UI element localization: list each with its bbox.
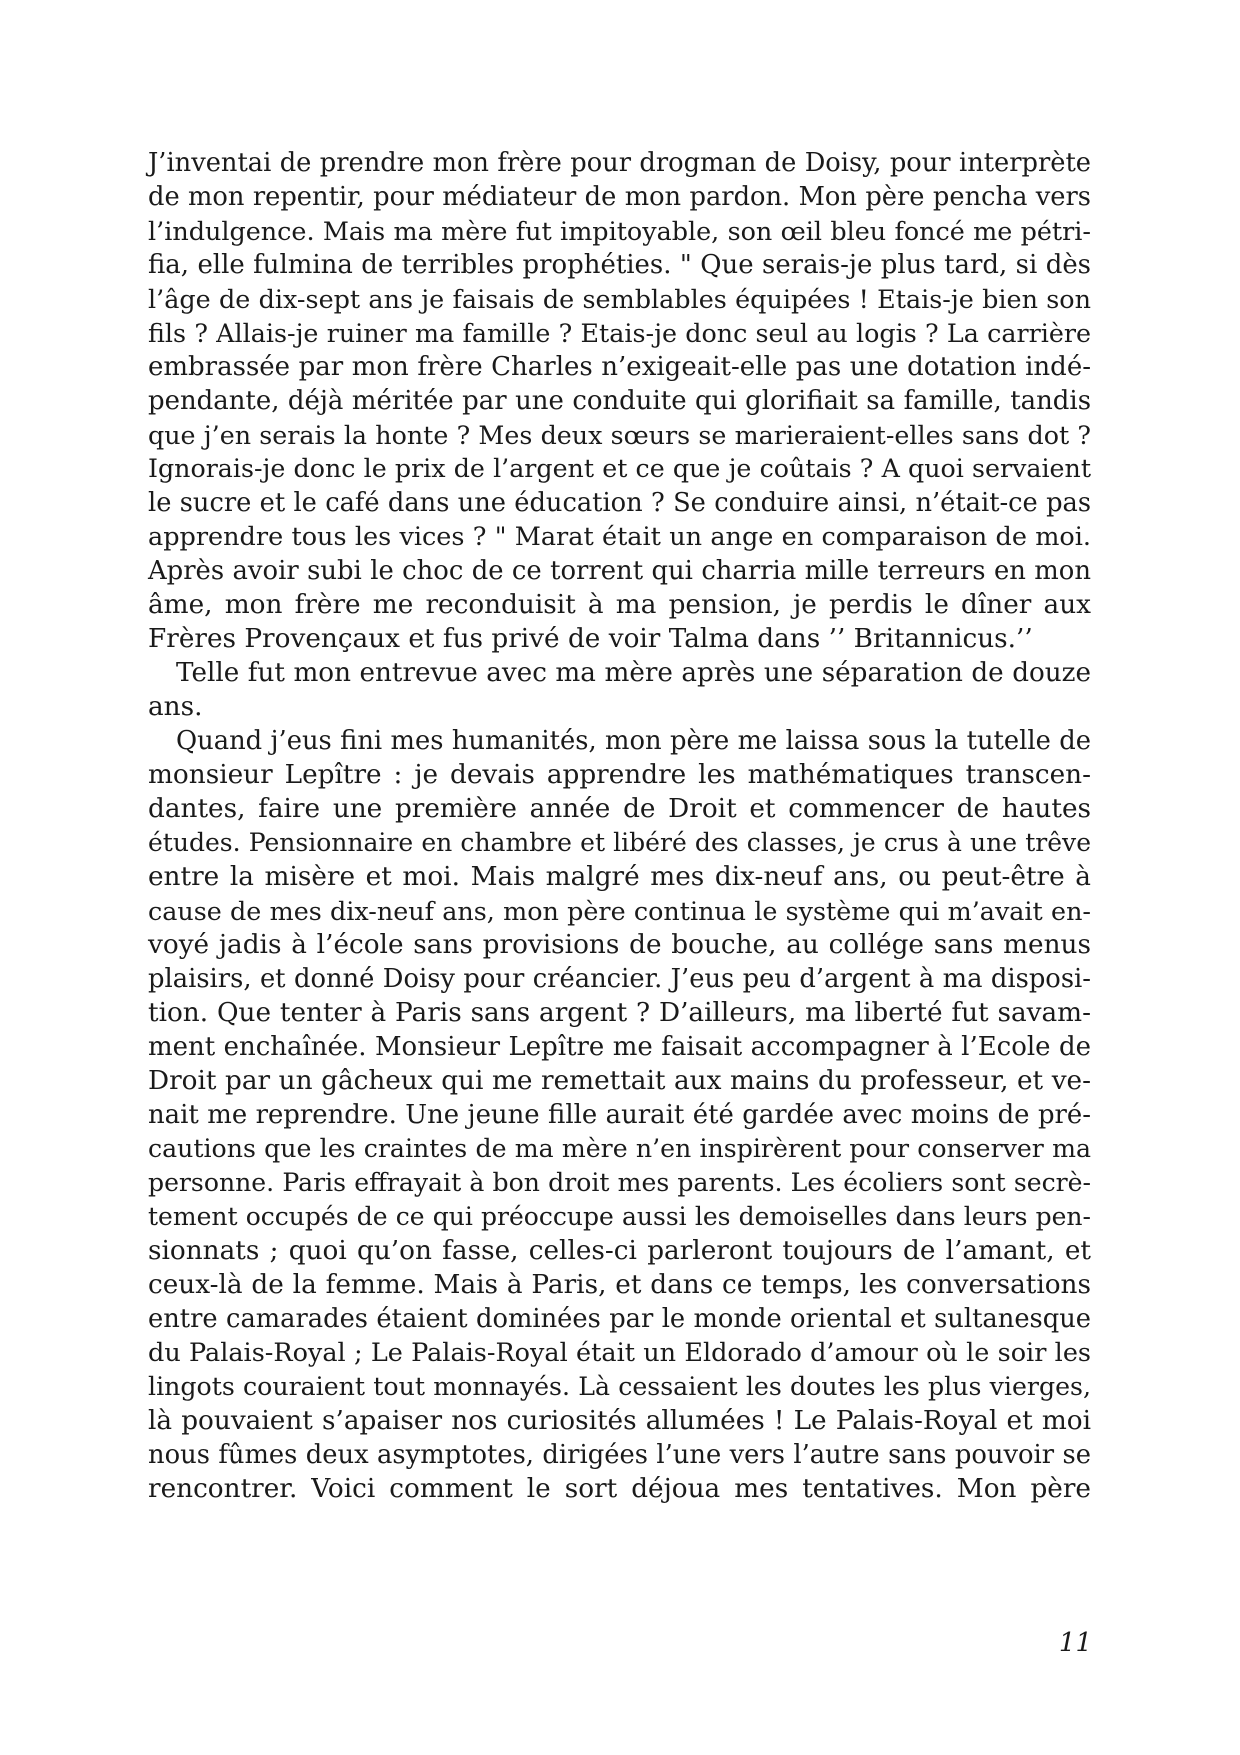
text-line: entre camarades étaient dominées par le monde oriental et sultanesque: [148, 1304, 1091, 1334]
text-line: embrassée par mon frère Charles n’exigeait-elle pas une dotation indé-: [148, 352, 1091, 382]
text-line: fils ? Allais-je ruiner ma famille ? Etais-je donc seul au logis ? La carrière: [148, 318, 1091, 348]
text-line: nous fûmes deux asymptotes, dirigées l’une vers l’autre sans pouvoir se: [148, 1440, 1091, 1470]
text-line: voyé jadis à l’école sans provisions de bouche, au collége sans menus: [148, 930, 1091, 960]
text-line: monsieur Lepître : je devais apprendre les mathématiques transcen-: [148, 760, 1091, 790]
page-number: 11: [1058, 1628, 1092, 1658]
text-line: Ignorais-je donc le prix de l’argent et ce que je coûtais ? A quoi servaient: [148, 454, 1091, 483]
text-line: sionnats ; quoi qu’on fasse, celles-ci parleront toujours de l’amant, et: [148, 1236, 1091, 1266]
text-line: Droit par un gâcheux qui me remettait aux mains du professeur, et ve-: [148, 1066, 1091, 1096]
text-line: Telle fut mon entrevue avec ma mère après une séparation de douze: [176, 658, 1091, 688]
text-line: l’indulgence. Mais ma mère fut impitoyable, son œil bleu foncé me pétri-: [148, 216, 1091, 246]
text-line: fia, elle fulmina de terribles prophéties. " Que serais-je plus tard, si dès: [148, 250, 1091, 280]
text-line: âme, mon frère me reconduisit à ma pension, je perdis le dîner aux: [148, 590, 1091, 620]
text-line: cause de mes dix-neuf ans, mon père continua le système qui m’avait en-: [148, 896, 1091, 926]
text-line: ment enchaînée. Monsieur Lepître me faisait accompagner à l’Ecole de: [148, 1032, 1091, 1062]
text-line: l’âge de dix-sept ans je faisais de semblables équipées ! Etais-je bien son: [148, 284, 1091, 314]
text-line: cautions que les craintes de ma mère n’en inspirèrent pour conserver ma: [148, 1134, 1091, 1163]
text-line: le sucre et le café dans une éducation ? Se conduire ainsi, n’était-ce pas: [148, 488, 1091, 518]
text-line: de mon repentir, pour médiateur de mon pardon. Mon père pencha vers: [148, 182, 1091, 212]
text-line: lingots couraient tout monnayés. Là cessaient les doutes les plus vierges,: [148, 1372, 1091, 1401]
text-line: ans.: [148, 692, 203, 722]
text-line: nait me reprendre. Une jeune fille aurait été gardée avec moins de pré-: [148, 1100, 1091, 1130]
text-line: Après avoir subi le choc de ce torrent qui charria mille terreurs en mon: [148, 556, 1091, 586]
text-line: plaisirs, et donné Doisy pour créancier. J’eus peu d’argent à ma disposi-: [148, 964, 1091, 994]
text-line: personne. Paris effrayait à bon droit mes parents. Les écoliers sont secrè-: [148, 1168, 1091, 1197]
text-line: apprendre tous les vices ? " Marat était un ange en comparaison de moi.: [148, 522, 1091, 552]
text-line: dantes, faire une première année de Droit et commencer de hautes: [148, 794, 1091, 824]
text-line: Frères Provençaux et fus privé de voir Talma dans ’’ Britannicus.’’: [148, 624, 1033, 654]
text-line: études. Pensionnaire en chambre et libéré des classes, je crus à une trêve: [148, 828, 1091, 857]
text-line: entre la misère et moi. Mais malgré mes dix-neuf ans, ou peut-être à: [148, 862, 1091, 892]
text-line: J’inventai de prendre mon frère pour drogman de Doisy, pour interprète: [148, 148, 1091, 178]
text-line: Quand j’eus fini mes humanités, mon père me laissa sous la tutelle de: [176, 726, 1091, 756]
text-line: rencontrer. Voici comment le sort déjoua mes tentatives. Mon père: [148, 1474, 1091, 1504]
text-line: tement occupés de ce qui préoccupe aussi les demoiselles dans leurs pen-: [148, 1202, 1091, 1231]
text-line: pendante, déjà méritée par une conduite qui glorifiait sa famille, tandis: [148, 386, 1091, 416]
text-line: là pouvaient s’apaiser nos curiosités allumées ! Le Palais-Royal et moi: [148, 1406, 1091, 1436]
text-line: tion. Que tenter à Paris sans argent ? D’ailleurs, ma liberté fut savam-: [148, 998, 1091, 1028]
text-line: ceux-là de la femme. Mais à Paris, et dans ce temps, les conversations: [148, 1270, 1091, 1300]
body-text: [148, 146, 1091, 1506]
text-line: que j’en serais la honte ? Mes deux sœurs se marieraient-elles sans dot ?: [148, 420, 1091, 450]
text-line: du Palais-Royal ; Le Palais-Royal était un Eldorado d’amour où le soir les: [148, 1338, 1091, 1368]
